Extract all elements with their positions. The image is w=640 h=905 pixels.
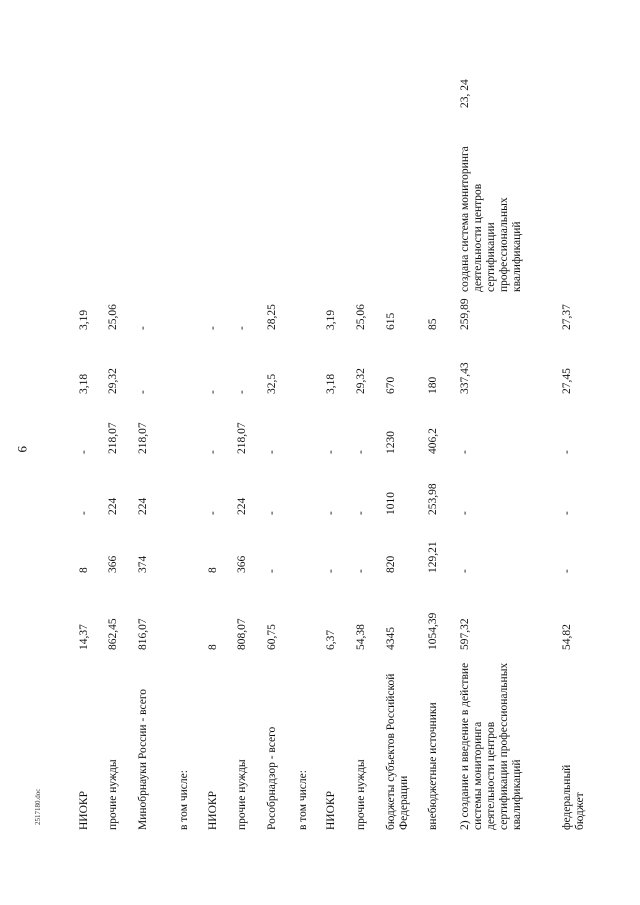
table-cell: 180 [427, 376, 439, 394]
table-cell: 366 [236, 555, 248, 573]
table-cell: 862,45 [107, 618, 119, 650]
table-cell: - [236, 326, 248, 330]
row-label: прочие нужды [236, 759, 248, 830]
table-cell: - [325, 450, 337, 454]
table-cell: - [207, 326, 219, 330]
row-label: НИОКР [325, 791, 337, 830]
table-cell: 670 [385, 376, 397, 394]
table-cell: 54,82 [561, 624, 573, 650]
table-cell: 366 [107, 555, 119, 573]
row-label: прочие нужды [355, 759, 367, 830]
table-cell: 3,19 [325, 309, 337, 330]
row-label: НИОКР [207, 791, 219, 830]
row-label: 2) создание и введение в действие системы мониторинга деятельности центров сертификации профессиональных квалификаций [459, 662, 523, 830]
row-label: федеральный бюджет [561, 764, 586, 830]
table-cell: 29,32 [355, 368, 367, 394]
document-footer: 2517180.doc [34, 788, 42, 825]
table-cell: - [459, 450, 471, 454]
table-cell: 218,07 [236, 422, 248, 454]
row-label: НИОКР [78, 791, 90, 830]
row-label: Минобрнауки России - всего [137, 688, 149, 830]
table-cell: - [207, 390, 219, 394]
table-cell: - [266, 450, 278, 454]
table-cell: 1010 [385, 492, 397, 515]
table-cell: 60,75 [266, 624, 278, 650]
table-cell: 218,07 [137, 422, 149, 454]
table-cell: - [236, 390, 248, 394]
table-cell: - [266, 569, 278, 573]
row-label: Рособрнадзор - всего [266, 726, 278, 830]
table-cell: - [561, 511, 573, 515]
table-cell: 129,21 [427, 541, 439, 573]
table-cell: 224 [137, 497, 149, 515]
table-cell: - [325, 511, 337, 515]
row-label: в том числе: [178, 770, 190, 830]
table-cell: 3,18 [325, 373, 337, 394]
table-cell: 337,43 [459, 362, 471, 394]
page-number: 9 [15, 446, 30, 453]
table-cell: 29,32 [107, 368, 119, 394]
table-cell: 615 [385, 312, 397, 330]
table-cell: - [561, 569, 573, 573]
table-cell: - [355, 569, 367, 573]
table-cell: 54,38 [355, 624, 367, 650]
table-cell: 8 [207, 567, 219, 573]
table-cell: 218,07 [107, 422, 119, 454]
table-cell: - [137, 390, 149, 394]
table-cell: - [207, 450, 219, 454]
table-cell: - [355, 511, 367, 515]
result-cell: создана система мониторинга деятельности центров сертификации профессиональных квалификаций [459, 146, 523, 292]
table-cell: - [78, 511, 90, 515]
table-cell: 8 [207, 644, 219, 650]
row-label: в том числе: [297, 770, 309, 830]
table-cell: 808,07 [236, 618, 248, 650]
table-cell: 6,37 [325, 629, 337, 650]
row-label: прочие нужды [107, 759, 119, 830]
table-cell: - [355, 450, 367, 454]
table-cell: 597,32 [459, 618, 471, 650]
table-cell: 25,06 [355, 304, 367, 330]
table-cell: 820 [385, 555, 397, 573]
table-cell: - [459, 569, 471, 573]
table-cell: 259,89 [459, 298, 471, 330]
table-cell: 4345 [385, 627, 397, 650]
table-cell: - [266, 511, 278, 515]
table-cell: - [325, 569, 337, 573]
table-cell: 1054,39 [427, 612, 439, 650]
table-cell: 3,18 [78, 373, 90, 394]
table-cell: 1230 [385, 431, 397, 454]
table-cell: 374 [137, 555, 149, 573]
reference-cell: 23, 24 [459, 79, 471, 108]
table-cell: 25,06 [107, 304, 119, 330]
row-label: внебюджетные источники [427, 702, 439, 830]
table-cell: 32,5 [266, 373, 278, 394]
table-cell: 3,19 [78, 309, 90, 330]
table-cell: - [459, 511, 471, 515]
table-cell: 253,98 [427, 483, 439, 515]
row-label: бюджеты субъектов Российской Федерации [385, 673, 410, 830]
table-cell: 224 [236, 497, 248, 515]
table-cell: - [137, 326, 149, 330]
table-cell: 85 [427, 318, 439, 330]
table-cell: - [78, 450, 90, 454]
table-cell: 27,37 [561, 304, 573, 330]
table-cell: 816,07 [137, 618, 149, 650]
table-cell: 224 [107, 497, 119, 515]
table-cell: 14,37 [78, 624, 90, 650]
table-cell: - [207, 511, 219, 515]
table-cell: 27,45 [561, 368, 573, 394]
table-cell: 406,2 [427, 428, 439, 454]
table-cell: 8 [78, 567, 90, 573]
table-cell: 28,25 [266, 304, 278, 330]
table-cell: - [561, 450, 573, 454]
